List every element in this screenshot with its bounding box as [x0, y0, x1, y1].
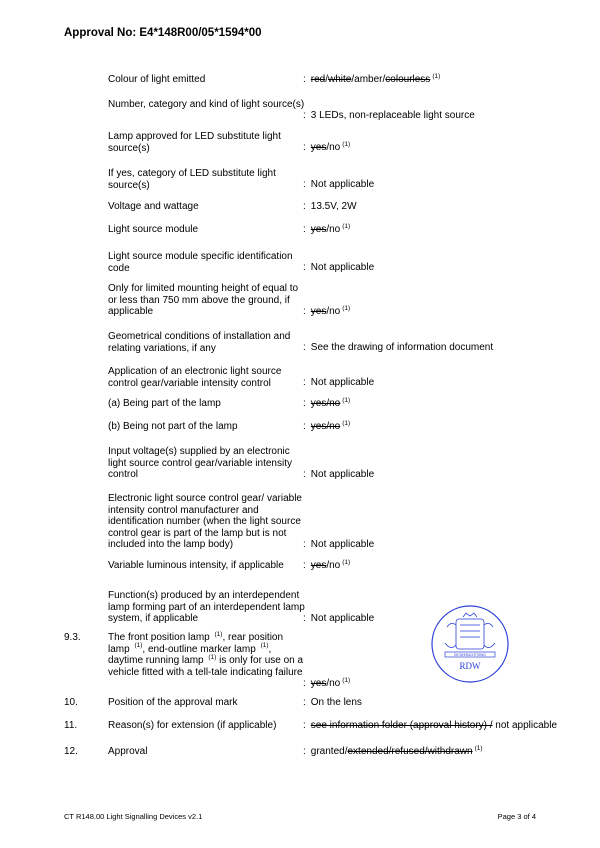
field-value: : yes/no $^{(1)}$: [303, 676, 351, 689]
field-value: : red/white/amber/colourless $^{(1)}$: [303, 72, 441, 85]
field-value: : yes/no $^{(1)}$: [303, 419, 351, 432]
field-value: : 13.5V, 2W: [303, 201, 357, 212]
field-label: Lamp approved for LED substitute light source(s): [108, 131, 281, 154]
field-label: Input voltage(s) supplied by an electronic light source control gear/variable intensity control: [108, 446, 292, 480]
field-value: : Not applicable: [303, 469, 375, 480]
rdw-stamp: [425, 603, 515, 685]
field-label: (b) Being not part of the lamp: [108, 421, 238, 432]
field-value: : Not applicable: [303, 539, 375, 550]
field-value: : see information folder (approval history) / not applicable: [303, 720, 558, 731]
footnote-ref: (1): [342, 222, 351, 230]
footnote-ref: (1): [432, 72, 441, 80]
section-number: 11.: [64, 720, 78, 731]
footnote-ref: (1): [342, 558, 351, 566]
field-value: : On the lens: [303, 697, 362, 708]
field-label: Only for limited mounting height of equal to or less than 750 mm above the ground, if applicable: [108, 283, 299, 317]
field-label: (a) Being part of the lamp: [108, 398, 221, 409]
field-label: Electronic light source control gear/ variable intensity control manufacturer and identification number (when the light source control gear is part of the lamp but is not included into the lamp body): [108, 493, 302, 550]
field-label: Geometrical conditions of installation and relating variations, if any: [108, 331, 291, 354]
section-number: 12.: [64, 746, 78, 757]
footnote-ref: (1): [474, 744, 483, 752]
footer-left: CT R148.00 Light Signalling Devices v2.1: [64, 812, 203, 821]
field-label: Colour of light emitted: [108, 74, 206, 85]
field-value: : Not applicable: [303, 179, 375, 190]
stamp-band-text: DE BEKRACHTIGING: [454, 653, 486, 657]
section-number: 9.3.: [64, 632, 81, 643]
field-label: Light source module specific identification code: [108, 251, 293, 274]
field-value: : Not applicable: [303, 377, 375, 388]
footnote-ref: (1): [342, 419, 351, 427]
field-value: : Not applicable: [303, 613, 375, 624]
field-label: Application of an electronic light source control gear/variable intensity control: [108, 366, 282, 389]
field-label: The front position lamp $^{(1)}$, rear position lamp $^{(1)}$, end-outline marker lamp $^{(1)}$, daytime running lamp $^{(1)}$ is only for use on a vehicle fitted with a tell-tale indicating failure: [108, 630, 304, 678]
field-label: Function(s) produced by an interdependent lamp forming part of an interdependent lamp system, if applicable: [108, 590, 305, 624]
field-value: : yes/no $^{(1)}$: [303, 304, 351, 317]
approval-number-header: Approval No: E4*148R00/05*1594*00: [64, 27, 262, 39]
field-value: : yes/no $^{(1)}$: [303, 396, 351, 409]
field-value: : granted/extended/refused/withdrawn $^{(1)}$: [303, 744, 483, 757]
field-value: : yes/no $^{(1)}$: [303, 140, 351, 153]
field-label: Approval: [108, 746, 148, 757]
field-value: : yes/no $^{(1)}$: [303, 558, 351, 571]
field-label: Voltage and wattage: [108, 201, 199, 212]
footnote-ref: (1): [342, 304, 351, 312]
field-label: Variable luminous intensity, if applicable: [108, 560, 284, 571]
footnote-ref: (1): [342, 140, 351, 148]
field-label: Number, category and kind of light source(s): [108, 99, 305, 110]
field-label: Light source module: [108, 224, 199, 235]
stamp-text: RDW: [459, 661, 481, 671]
footer-page-number: Page 3 of 4: [497, 812, 536, 821]
footnote-ref: (1): [342, 396, 351, 404]
field-value: : 3 LEDs, non-replaceable light source: [303, 110, 475, 121]
field-value: : Not applicable: [303, 262, 375, 273]
footnote-ref: (1): [342, 676, 351, 684]
field-label: Reason(s) for extension (if applicable): [108, 720, 277, 731]
field-value: : See the drawing of information document: [303, 342, 494, 353]
field-value: : yes/no $^{(1)}$: [303, 222, 351, 235]
field-label: Position of the approval mark: [108, 697, 238, 708]
section-number: 10.: [64, 697, 78, 708]
field-label: If yes, category of LED substitute light source(s): [108, 168, 276, 191]
